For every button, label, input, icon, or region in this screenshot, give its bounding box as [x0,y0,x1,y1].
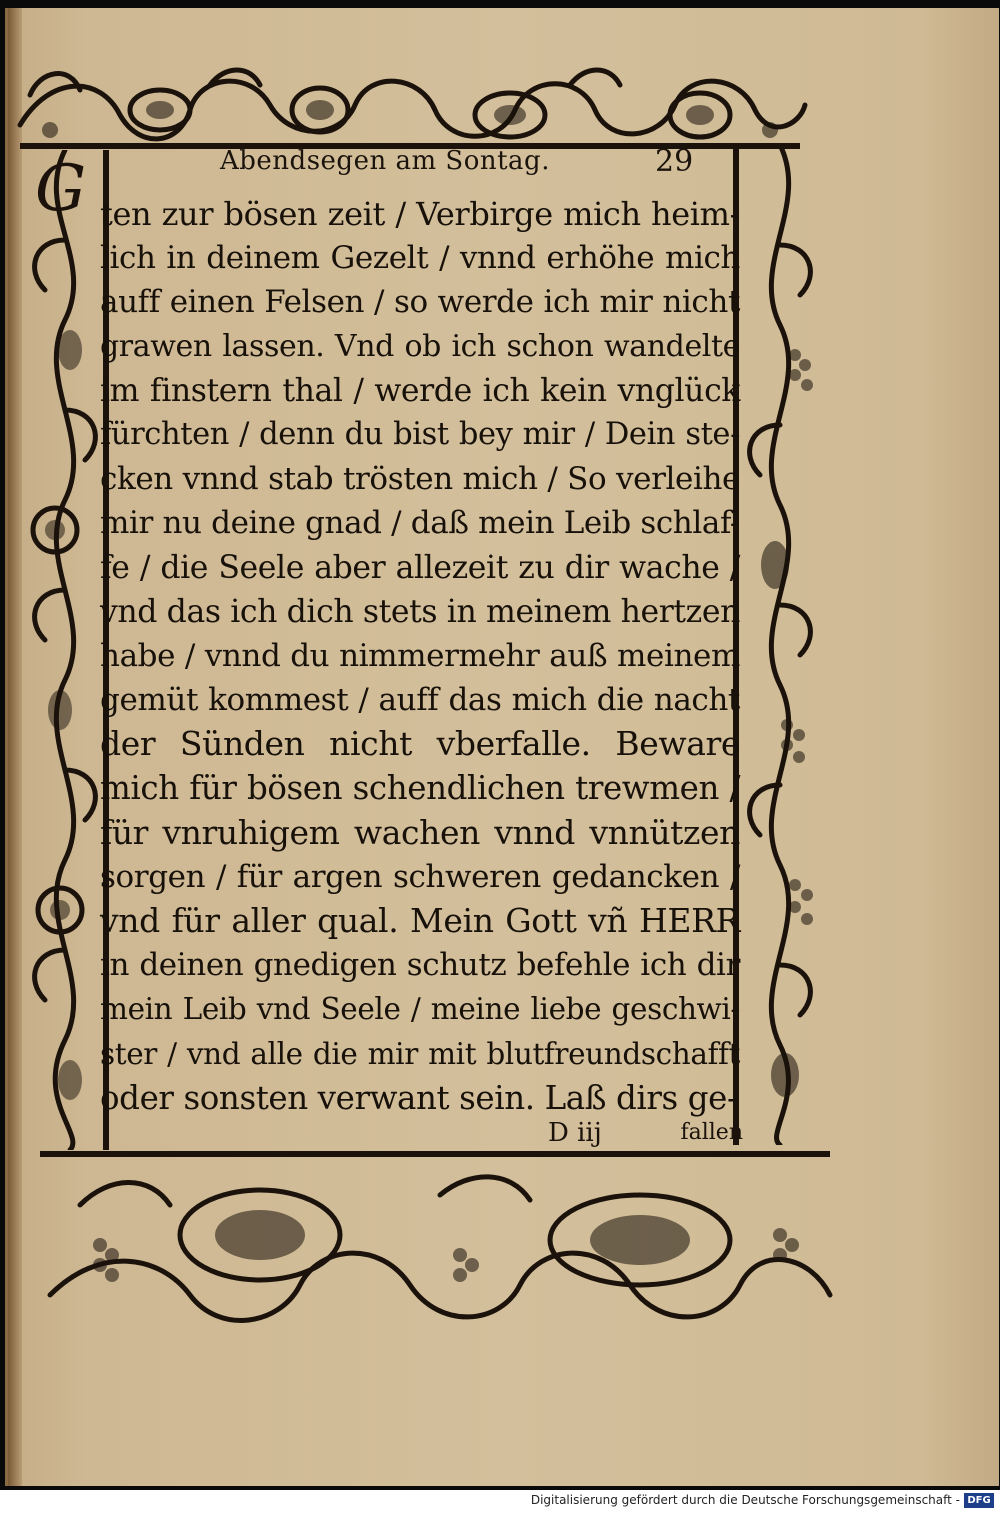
running-head [220,140,720,180]
woodcut-border-right [725,145,830,1145]
text-line: gemüt kommest / auff das mich die nacht [100,682,740,719]
text-line: in deinen gnedigen schutz befehle ich dir [100,947,740,984]
running-title: Abendsegen am Sontag. [220,146,550,176]
signature-mark: D iij [548,1118,602,1148]
woodcut-border-bottom [40,1145,840,1340]
text-line: der Sünden nicht vberfalle. Beware [100,724,740,764]
text-line: vnd für aller qual. Mein Gott vñ HERR [100,901,740,940]
text-line: fe / die Seele aber allezeit zu dir wache / [100,549,740,586]
credit-text: Digitalisierung gefördert durch die Deutsche Forschungsgemeinschaft - [530,1493,960,1507]
text-line: mich für bösen schendlichen trewmen / [100,769,740,808]
text-line: grawen lassen. Vnd ob ich schon wandelte [100,328,740,364]
text-line: fürchten / denn du bist bey mir / Dein ste- [100,416,740,452]
text-line: habe / vnnd du nimmermehr auß meinem [100,637,740,674]
body-text [100,192,740,1120]
text-line: für vnruhigem wachen vnnd vnnützen [100,812,740,852]
text-line: mir nu deine gnad / daß mein Leib schlaf- [100,505,740,542]
text-line: cken vnnd stab trösten mich / So verleihe [100,461,740,498]
text-line: vnd das ich dich stets in meinem hertzen [100,593,740,630]
text-line: im finstern thal / werde ich kein vnglück [100,372,740,409]
ornamental-initial: G [35,152,87,226]
text-line: ten zur bösen zeit / Verbirge mich heim- [100,195,740,233]
dfg-logo: DFG [964,1493,994,1508]
credit-bar [0,1490,1000,1513]
catchword: fallen [680,1120,743,1145]
text-line: sorgen / für argen schweren gedancken / [100,858,740,895]
text-line: auff einen Felsen / so werde ich mir nicht [100,284,740,321]
text-line: ster / vnd alle die mir mit blutfreundschafft [100,1036,740,1071]
text-line: oder sonsten verwant sein. Laß dirs ge- [100,1078,738,1117]
page-footer [548,1114,743,1148]
text-line: lich in deinem Gezelt / vnnd erhöhe mich [100,240,740,277]
page-number: 29 [655,144,694,179]
text-line: mein Leib vnd Seele / meine liebe geschwi- [100,992,740,1027]
